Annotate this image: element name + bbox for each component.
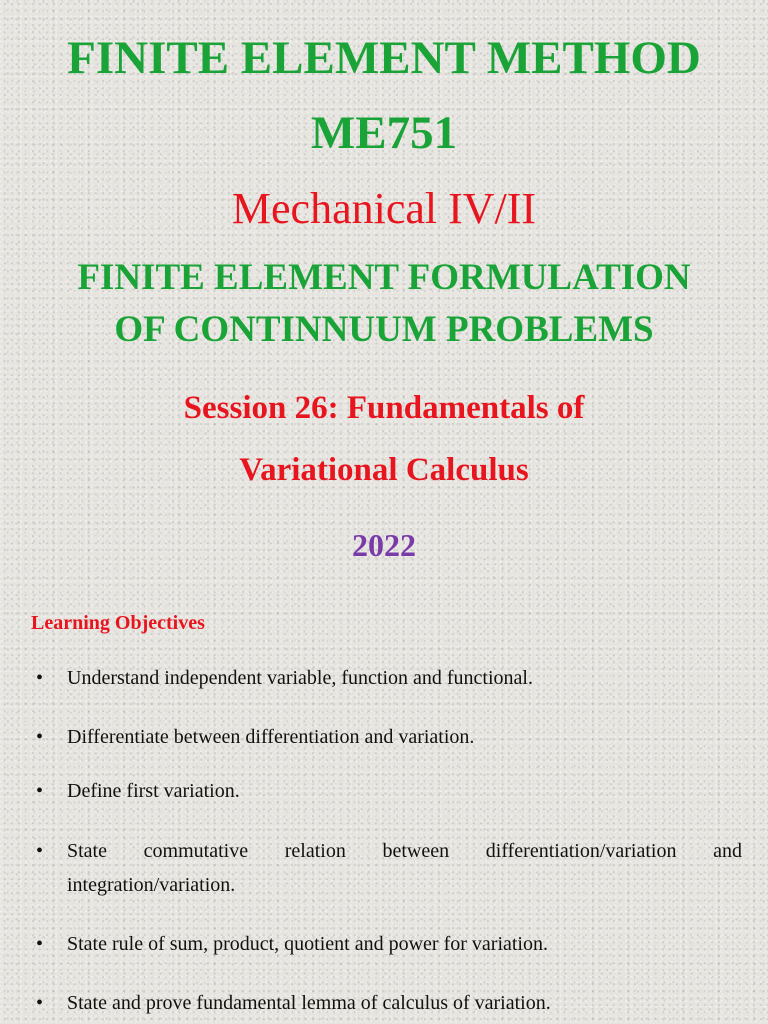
topic-title-line-1: FINITE ELEMENT FORMULATION (77, 257, 691, 298)
objective-item (36, 986, 742, 1020)
objective-item (36, 720, 742, 754)
objective-text: State and prove fundamental lemma of calculus of variation. (67, 992, 551, 1014)
program-label: Mechanical IV/II (231, 184, 537, 233)
learning-objectives-heading: Learning Objectives (31, 612, 205, 634)
objective-item (36, 774, 742, 808)
objective-text: State commutative relation between differentiation/variation and integration/variation. (67, 840, 742, 896)
objective-item (36, 834, 742, 902)
objective-text: Understand independent variable, function and functional. (67, 667, 533, 689)
objective-text: Differentiate between differentiation and variation. (67, 726, 475, 748)
course-title: FINITE ELEMENT METHOD (67, 32, 701, 84)
objective-text: Define first variation. (67, 780, 240, 802)
session-title-line-1: Session 26: Fundamentals of (183, 390, 585, 426)
bullet-icon: • (36, 992, 44, 1014)
objective-text: State rule of sum, product, quotient and power for variation. (67, 933, 548, 955)
bullet-icon: • (36, 933, 44, 955)
topic-title-line-2: OF CONTINNUUM PROBLEMS (114, 309, 654, 350)
bullet-icon: • (36, 840, 44, 862)
bullet-icon: • (36, 780, 44, 802)
objective-item (36, 927, 742, 961)
bullet-icon: • (36, 726, 44, 748)
session-title-line-2: Variational Calculus (239, 452, 529, 488)
year-label: 2022 (352, 527, 416, 563)
course-code: ME751 (310, 107, 458, 159)
objective-item (36, 661, 742, 695)
bullet-icon: • (36, 667, 44, 689)
